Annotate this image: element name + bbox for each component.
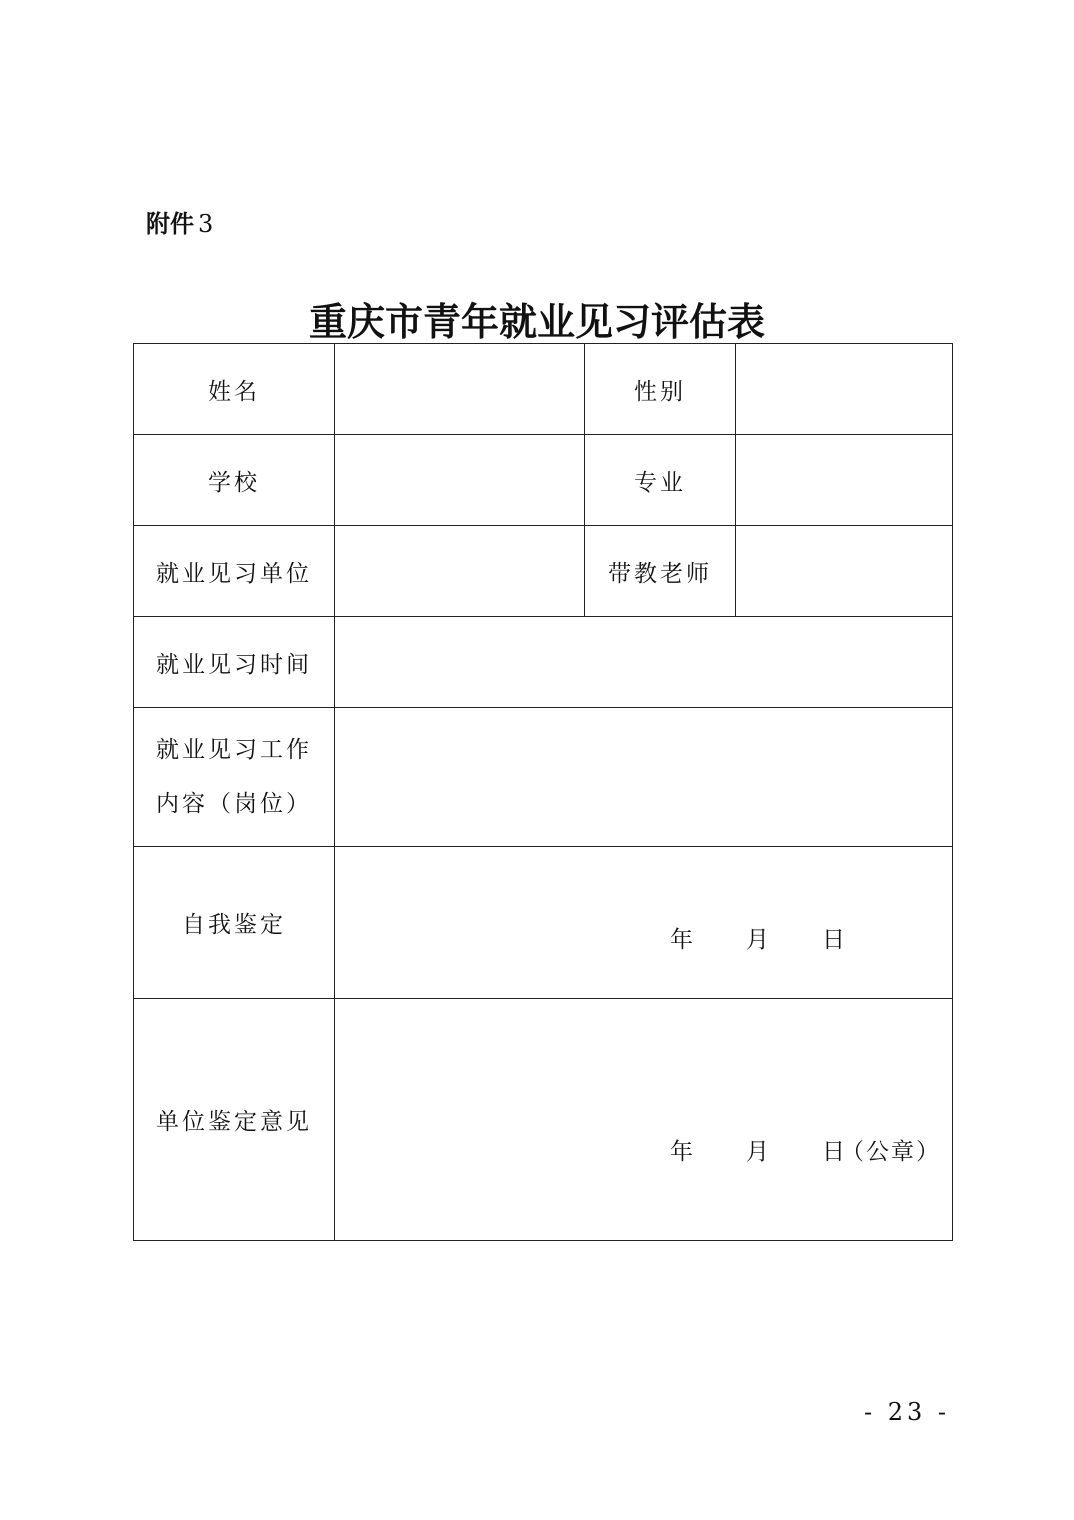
self-assessment-value-cell[interactable] [335, 847, 953, 999]
unit-opinion-value-cell[interactable] [335, 999, 953, 1241]
content-label-line1: 就业见习工作 [156, 737, 312, 763]
period-label: 就业见习时间 [134, 617, 335, 708]
self-day-label: 日 [822, 927, 847, 953]
unit-seal-label: （公章） [841, 1139, 941, 1165]
unit-opinion-label: 单位鉴定意见 [134, 999, 335, 1241]
unit-month-label: 月 [746, 1139, 771, 1165]
table-row-self-assessment [134, 847, 953, 999]
self-assessment-label: 自我鉴定 [134, 847, 335, 999]
unit-value-cell[interactable] [335, 526, 585, 617]
unit-year-label: 年 [670, 1139, 695, 1165]
page-number: - 23 - [864, 1398, 951, 1426]
period-value-cell[interactable] [335, 617, 953, 708]
page-title: 重庆市青年就业见习评估表 [308, 299, 765, 344]
table-row-period [134, 617, 953, 708]
major-label: 专业 [585, 435, 736, 526]
table-row-unit [134, 526, 953, 617]
attachment-label [146, 204, 213, 239]
evaluation-form-table [133, 343, 953, 1241]
content-label-line2: 内容（岗位） [156, 791, 312, 817]
table-row-school [134, 435, 953, 526]
attachment-label-text: 附件 [146, 210, 194, 238]
school-label: 学校 [134, 435, 335, 526]
content-value-cell[interactable] [335, 708, 953, 847]
gender-value-cell[interactable] [736, 344, 953, 435]
gender-label: 性别 [585, 344, 736, 435]
table-row-name [134, 344, 953, 435]
attachment-number: 3 [198, 210, 214, 238]
content-label [134, 708, 335, 847]
unit-label: 就业见习单位 [134, 526, 335, 617]
mentor-value-cell[interactable] [736, 526, 953, 617]
table-row-unit-opinion [134, 999, 953, 1241]
self-year-label: 年 [670, 927, 695, 953]
name-value-cell[interactable] [335, 344, 585, 435]
major-value-cell[interactable] [736, 435, 953, 526]
mentor-label: 带教老师 [585, 526, 736, 617]
school-value-cell[interactable] [335, 435, 585, 526]
name-label: 姓名 [134, 344, 335, 435]
unit-day-label: 日 [822, 1139, 847, 1165]
self-month-label: 月 [746, 927, 771, 953]
table-row-content [134, 708, 953, 847]
